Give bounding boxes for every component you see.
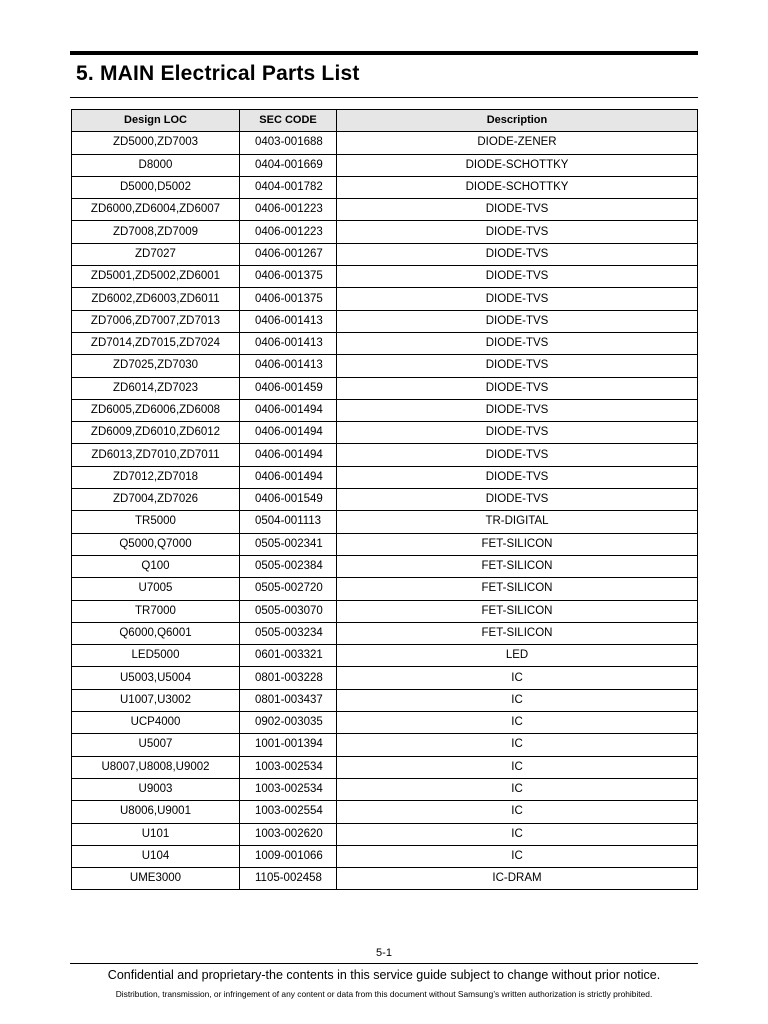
- sec-code-cell: 1003-002534: [240, 756, 337, 778]
- design-loc-cell: U101: [72, 823, 240, 845]
- design-loc-cell: ZD7027: [72, 243, 240, 265]
- table-row: [72, 288, 698, 310]
- design-loc-cell: ZD5001,ZD5002,ZD6001: [72, 266, 240, 288]
- design-loc-cell: ZD6002,ZD6003,ZD6011: [72, 288, 240, 310]
- description-cell: DIODE-TVS: [337, 199, 698, 221]
- design-loc-cell: U9003: [72, 778, 240, 800]
- description-cell: DIODE-TVS: [337, 266, 698, 288]
- table-row: [72, 778, 698, 800]
- table-row: [72, 132, 698, 154]
- design-loc-cell: UCP4000: [72, 712, 240, 734]
- description-cell: IC-DRAM: [337, 868, 698, 890]
- sec-code-cell: 1105-002458: [240, 868, 337, 890]
- sec-code-cell: 0505-003070: [240, 600, 337, 622]
- page-title: 5. MAIN Electrical Parts List: [76, 62, 360, 85]
- design-loc-cell: U8007,U8008,U9002: [72, 756, 240, 778]
- sec-code-cell: 0505-003234: [240, 622, 337, 644]
- description-cell: DIODE-TVS: [337, 422, 698, 444]
- sec-code-cell: 0505-002720: [240, 578, 337, 600]
- design-loc-cell: U7005: [72, 578, 240, 600]
- footer-rule: [70, 963, 698, 964]
- table-row: [72, 600, 698, 622]
- description-cell: DIODE-TVS: [337, 288, 698, 310]
- column-header-description: Description: [337, 110, 698, 132]
- description-cell: LED: [337, 645, 698, 667]
- distribution-notice: Distribution, transmission, or infringement of any content or data from this document without Samsung’s written authorization is strictly prohibited.: [115, 989, 653, 999]
- sec-code-cell: 0801-003437: [240, 689, 337, 711]
- design-loc-cell: ZD6005,ZD6006,ZD6008: [72, 399, 240, 421]
- description-cell: DIODE-TVS: [337, 221, 698, 243]
- sec-code-cell: 0404-001782: [240, 176, 337, 198]
- description-cell: DIODE-TVS: [337, 377, 698, 399]
- sec-code-cell: 0406-001549: [240, 489, 337, 511]
- description-cell: IC: [337, 823, 698, 845]
- description-cell: DIODE-ZENER: [337, 132, 698, 154]
- sec-code-cell: 1009-001066: [240, 845, 337, 867]
- design-loc-cell: Q100: [72, 555, 240, 577]
- table-row: [72, 555, 698, 577]
- table-row: [72, 689, 698, 711]
- design-loc-cell: U1007,U3002: [72, 689, 240, 711]
- description-cell: DIODE-TVS: [337, 355, 698, 377]
- table-row: [72, 199, 698, 221]
- table-row: [72, 154, 698, 176]
- top-rule: [70, 51, 698, 55]
- description-cell: DIODE-SCHOTTKY: [337, 154, 698, 176]
- table-row: [72, 823, 698, 845]
- table-row: [72, 712, 698, 734]
- description-cell: DIODE-TVS: [337, 332, 698, 354]
- sec-code-cell: 0406-001375: [240, 288, 337, 310]
- table-row: [72, 845, 698, 867]
- table-row: [72, 801, 698, 823]
- table-row: [72, 243, 698, 265]
- description-cell: FET-SILICON: [337, 622, 698, 644]
- page-number: 5-1: [376, 947, 392, 959]
- description-cell: TR-DIGITAL: [337, 511, 698, 533]
- description-cell: IC: [337, 801, 698, 823]
- sec-code-cell: 0601-003321: [240, 645, 337, 667]
- table-row: [72, 578, 698, 600]
- design-loc-cell: U8006,U9001: [72, 801, 240, 823]
- sec-code-cell: 0403-001688: [240, 132, 337, 154]
- design-loc-cell: Q5000,Q7000: [72, 533, 240, 555]
- description-cell: DIODE-SCHOTTKY: [337, 176, 698, 198]
- sec-code-cell: 0406-001223: [240, 199, 337, 221]
- description-cell: DIODE-TVS: [337, 489, 698, 511]
- sec-code-cell: 0406-001494: [240, 422, 337, 444]
- description-cell: IC: [337, 712, 698, 734]
- design-loc-cell: U104: [72, 845, 240, 867]
- sec-code-cell: 0406-001413: [240, 332, 337, 354]
- description-cell: IC: [337, 667, 698, 689]
- design-loc-cell: ZD5000,ZD7003: [72, 132, 240, 154]
- design-loc-cell: LED5000: [72, 645, 240, 667]
- table-row: [72, 533, 698, 555]
- description-cell: IC: [337, 756, 698, 778]
- table-row: [72, 622, 698, 644]
- table-row: [72, 355, 698, 377]
- description-cell: FET-SILICON: [337, 600, 698, 622]
- table-row: [72, 399, 698, 421]
- sec-code-cell: 0504-001113: [240, 511, 337, 533]
- description-cell: FET-SILICON: [337, 533, 698, 555]
- sec-code-cell: 0406-001413: [240, 355, 337, 377]
- description-cell: DIODE-TVS: [337, 399, 698, 421]
- design-loc-cell: D8000: [72, 154, 240, 176]
- design-loc-cell: ZD7008,ZD7009: [72, 221, 240, 243]
- design-loc-cell: ZD7006,ZD7007,ZD7013: [72, 310, 240, 332]
- design-loc-cell: ZD7025,ZD7030: [72, 355, 240, 377]
- description-cell: FET-SILICON: [337, 555, 698, 577]
- header-row: [72, 110, 698, 132]
- sec-code-cell: 1003-002620: [240, 823, 337, 845]
- confidential-notice: Confidential and proprietary-the contents in this service guide subject to change without prior notice.: [107, 968, 661, 982]
- sec-code-cell: 1003-002554: [240, 801, 337, 823]
- sec-code-cell: 1001-001394: [240, 734, 337, 756]
- table-row: [72, 310, 698, 332]
- table-row: [72, 645, 698, 667]
- description-cell: IC: [337, 689, 698, 711]
- description-cell: IC: [337, 778, 698, 800]
- table-row: [72, 868, 698, 890]
- description-cell: DIODE-TVS: [337, 444, 698, 466]
- description-cell: IC: [337, 845, 698, 867]
- table-row: [72, 756, 698, 778]
- parts-table: [71, 109, 698, 890]
- table-row: [72, 444, 698, 466]
- table-row: [72, 511, 698, 533]
- description-cell: DIODE-TVS: [337, 310, 698, 332]
- design-loc-cell: ZD6013,ZD7010,ZD7011: [72, 444, 240, 466]
- title-rule: [70, 97, 698, 98]
- design-loc-cell: ZD7012,ZD7018: [72, 466, 240, 488]
- table-row: [72, 422, 698, 444]
- design-loc-cell: ZD6009,ZD6010,ZD6012: [72, 422, 240, 444]
- sec-code-cell: 0505-002341: [240, 533, 337, 555]
- description-cell: IC: [337, 734, 698, 756]
- sec-code-cell: 0406-001375: [240, 266, 337, 288]
- description-cell: DIODE-TVS: [337, 243, 698, 265]
- column-header-sec-code: SEC CODE: [240, 110, 337, 132]
- sec-code-cell: 0801-003228: [240, 667, 337, 689]
- table-row: [72, 221, 698, 243]
- sec-code-cell: 0902-003035: [240, 712, 337, 734]
- table-row: [72, 466, 698, 488]
- design-loc-cell: ZD7014,ZD7015,ZD7024: [72, 332, 240, 354]
- sec-code-cell: 0406-001267: [240, 243, 337, 265]
- sec-code-cell: 0406-001459: [240, 377, 337, 399]
- sec-code-cell: 1003-002534: [240, 778, 337, 800]
- design-loc-cell: D5000,D5002: [72, 176, 240, 198]
- design-loc-cell: ZD7004,ZD7026: [72, 489, 240, 511]
- sec-code-cell: 0406-001413: [240, 310, 337, 332]
- table-row: [72, 667, 698, 689]
- design-loc-cell: TR7000: [72, 600, 240, 622]
- sec-code-cell: 0406-001494: [240, 444, 337, 466]
- design-loc-cell: Q6000,Q6001: [72, 622, 240, 644]
- table-row: [72, 176, 698, 198]
- design-loc-cell: ZD6014,ZD7023: [72, 377, 240, 399]
- parts-table-body: [72, 132, 698, 890]
- table-row: [72, 266, 698, 288]
- description-cell: FET-SILICON: [337, 578, 698, 600]
- column-header-design-loc: Design LOC: [72, 110, 240, 132]
- sec-code-cell: 0404-001669: [240, 154, 337, 176]
- design-loc-cell: ZD6000,ZD6004,ZD6007: [72, 199, 240, 221]
- sec-code-cell: 0505-002384: [240, 555, 337, 577]
- design-loc-cell: TR5000: [72, 511, 240, 533]
- sec-code-cell: 0406-001223: [240, 221, 337, 243]
- table-row: [72, 377, 698, 399]
- table-row: [72, 332, 698, 354]
- design-loc-cell: UME3000: [72, 868, 240, 890]
- sec-code-cell: 0406-001494: [240, 399, 337, 421]
- description-cell: DIODE-TVS: [337, 466, 698, 488]
- table-row: [72, 489, 698, 511]
- sec-code-cell: 0406-001494: [240, 466, 337, 488]
- design-loc-cell: U5007: [72, 734, 240, 756]
- table-row: [72, 734, 698, 756]
- design-loc-cell: U5003,U5004: [72, 667, 240, 689]
